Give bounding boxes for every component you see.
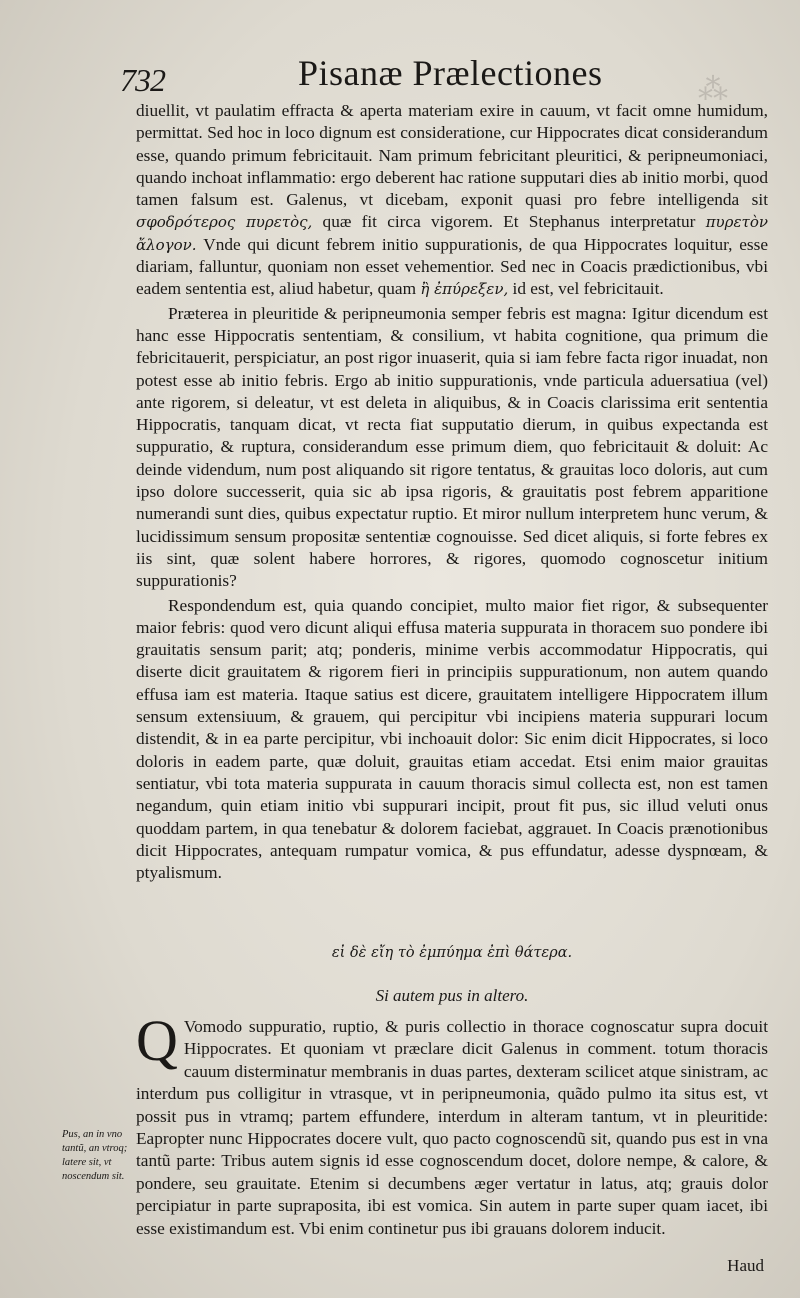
drop-cap: Q	[136, 1008, 178, 1073]
greek-phrase-3: ἢ ἐπύρεξεν,	[420, 280, 509, 299]
greek-phrase-1: σφοδρότερος πυρετὸς,	[136, 213, 313, 232]
paragraph-1-text-c: Vnde qui dicunt febrem initio suppurationis, de qua Hippocrates loquitur, esse diariam, falluntur, quoniam non esset vehementior. Sed nec in Coacis prædictionibus, vbi eadem sententia est, aliud habetur, quam	[136, 234, 769, 299]
lemma-latin: Si autem pus in altero.	[375, 986, 529, 1005]
lemma-greek: εἰ δὲ εἴη τὸ ἐμπύημα ἐπὶ θάτερα.	[331, 945, 573, 961]
marginal-note: Pus, an in vno tantũ, an vtroq; latere sit, vt noscendum sit.	[62, 1129, 128, 1182]
running-head: Pisanæ Prælectiones	[298, 53, 603, 93]
paragraph-1-text-d: id est, vel febricitauit.	[512, 279, 664, 299]
catchword: Haud	[727, 1256, 764, 1275]
bleed-through-mark: ⁂	[698, 73, 728, 106]
paragraph-1	[136, 100, 768, 301]
section-2-body: Vomodo suppuratio, ruptio, & puris collectio in thorace cognoscatur supra docuit Hippocrates. Et quoniam vt præclare dicit Galenus in comment. totum thoracis cauum disterminatur membranis in duas partes, dexteram scilicet atque sinistram, ac interdum pus colligitur in vtrasque, vt in peripneumonia, quãdo pulmo ita situs est, vt possit pus in vtramq; partem effundere, interdum in alteram tantum, vt in pleuritide: Eapropter nunc Hippocrates docere vult, quo pacto cognoscendũ sit, quando pus est in vna tantũ parte: Tribus autem signis id esse cognoscendum docet, dolore nempe, & calore, & pondere, seu grauitate. Etenim si decumbens æger vertatur in latus, atq; grauis dolor percipiatur in parte supraposita, ibi est vomica. Sin autem in parte super quam iacet, ibi esse existimandum est. Vbi enim continetur pus ibi grauans dolorem inducit.	[136, 1017, 768, 1238]
page-number: 732	[120, 62, 165, 98]
section-2-text	[136, 1008, 768, 1240]
page-header	[110, 50, 750, 106]
paragraph-2: Præterea in pleuritide & peripneumonia semper febris est magna: Igitur dicendum est hanc esse Hippocratis sententiam, & consilium, vt habita cognitione, qua primum die febricitauerit, perspiciatur, an post rigor inuaserit, quia si iam febre facta rigor inuadat, non potest esse ab initio febris. Ergo ab initio suppurationis, vnde particula aduersatiua (vel) ante rigorem, si deleatur, vt est deleta in aliquibus, & in Coacis clarissima erit sententia Hippocratis, tanquam dicat, vt recta fiat supputatio dierum, in quibus expectanda est suppuratio, & ruptura, considerandum esse primum diem, quo febricitauit & doluit: Ac deinde videndum, num post aliquando sit rigore tentatus, & grauitas loco doloris, aut cum ipso dolore successerit, quia sic ab ipsa rigoris, & grauitatis post febrem apparitione numerandi sunt dies, quibus expectatur ruptio. Et miror nullum interpretem hunc verum, & lucidissimum sensum propositæ sententiæ cognouisse. Sed dicet aliquis, si forte febres ex iis sint, quæ solent habere horrores, & rigores, quomodo cognoscetur initium suppurationis?	[136, 303, 768, 591]
paragraph-1-text-a: diuellit, vt paulatim effracta & aperta materiam exire in cauum, vt facit omne humidum, permittat. Sed hoc in loco dignum est consideratione, cur Hippocrates dicat considerandum esse, quando primum febricitauit. Nam primum febricitant pleuritici, & peripneumoniaci, quando inchoat inflammatio: ergo deberent hac ratione supputari dies ab initio morbi, quod tamen falsum est. Galenus, vt dicebam, exponit quasi pro febre intelligenda sit	[136, 101, 768, 210]
paragraph-1-text-b: quæ fit circa vigorem. Et Stephanus interpretatur	[322, 212, 696, 232]
greek-phrase-2: πυρετὸν ἄλογον.	[136, 213, 768, 254]
paragraph-3: Respondendum est, quia quando concipiet, multo maior fiet rigor, & subsequenter maior febris: quod vero dicunt aliqui effusa materia suppurata in thoracem suo pondere ibi grauitatis sensum parit; atq; ponderis, minime verbis accommodatur Hippocratis, qui diserte dicit grauitatem & rigorem fieri in principiis suppurationum, non autem quando effusa iam est materia. Itaque satius est dicere, grauitatem intelligere Hippocratem illum sensum extensiuum, & grauem, qui percipitur vbi incipiens materia suppurari locum distendit, & in ea parte percipitur, vbi inchoauit dolor: Sic enim dicit Hippocrates, si loco doloris in eadem parte, quæ doluit, grauitas etiam accedat. Etsi enim maior grauitas sentiatur, vbi tota materia suppurata in cauum thoracis simul collecta est, non est tamen negandum, quin etiam initio vbi suppurari incipit, prout fit pus, sic illud veluti onus quoddam partem, in qua tenebatur & dolorem faciebat, aggrauet. In Coacis prænotionibus dicit Hippocrates, antequam rumpatur vomica, & pus effundatur, adesse dyspnœam, & ptyalismum.	[136, 595, 768, 883]
main-text	[136, 100, 768, 886]
